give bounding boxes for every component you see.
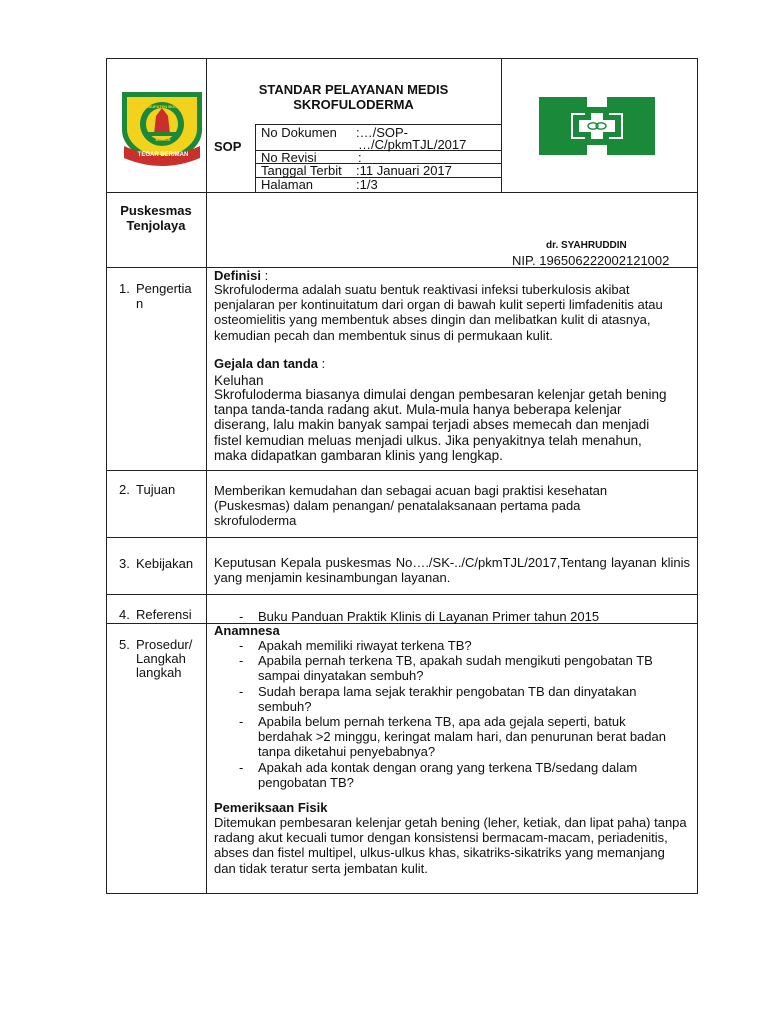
anamnesa-item: - Apabila belum pernah terkena TB, apa ada gejala seperti, batuk berdahak >2 minggu, keringat malam hari, dan penurunan berat badan tanpa diketahui penyebabnya? bbox=[234, 714, 674, 760]
sop-label: SOP bbox=[214, 139, 242, 154]
section-prosedur-label-line1: Prosedur/ bbox=[136, 637, 193, 652]
section-pengertian-number: 1. bbox=[119, 281, 130, 296]
keluhan-heading: Keluhan bbox=[214, 373, 264, 388]
gejala-heading-colon: : bbox=[318, 356, 326, 371]
referensi-list bbox=[234, 609, 674, 624]
definisi-heading-text: Definisi bbox=[214, 268, 261, 283]
anamnesa-list bbox=[234, 638, 674, 790]
row-divider-header bbox=[106, 192, 697, 193]
puskesmas-cross-logo-icon bbox=[537, 95, 657, 157]
anamnesa-item: - Apakah ada kontak dengan orang yang terkena TB/sedang dalam pengobatan TB? bbox=[234, 760, 674, 790]
anamnesa-item: - Apabila pernah terkena TB, apakah sudah mengikuti pengobatan TB sampai dinyatakan sembuh? bbox=[234, 653, 674, 683]
section-prosedur-label-line3: langkah bbox=[136, 665, 182, 680]
org-name-line1: Puskesmas bbox=[120, 203, 192, 218]
anamnesa-item: - Sudah berapa lama sejak terakhir pengobatan TB dan dinyatakan sembuh? bbox=[234, 684, 674, 714]
org-name-line2: Tenjolaya bbox=[126, 218, 186, 233]
tujuan-text: Memberikan kemudahan dan sebagai acuan bagi praktisi kesehatan (Puskesmas) dalam penangan/ penatalaksanaan pertama pada skrofuloderma bbox=[214, 483, 608, 529]
definisi-heading-colon: : bbox=[260, 268, 269, 283]
document-title-line2: SKROFULODERMA bbox=[293, 97, 414, 112]
logo-inner-text: BOGOR bbox=[155, 137, 171, 142]
keluhan-text: Skrofuloderma biasanya dimulai dengan pembesaran kelenjar getah bening tanpa tanda-tanda radang akut. Mula-mula hanya beberapa kelenjar diserang, lalu makin banyak sampai terjadi abses memecah dan menjadi fistel kemudian meluas menjadi ulkus. Jika penyakitnya telah menahun, maka didapatkan gambaran klinis yang lengkap. bbox=[214, 387, 667, 463]
meta-no-dokumen-value-line2: …/C/pkmTJL/2017 bbox=[358, 137, 467, 152]
section-tujuan-label: Tujuan bbox=[136, 482, 176, 497]
meta-tanggal-terbit-value: :11 Januari 2017 bbox=[356, 163, 452, 178]
meta-tanggal-terbit-label: Tanggal Terbit bbox=[261, 163, 342, 178]
row-divider-tujuan bbox=[106, 537, 697, 538]
column-divider-label bbox=[206, 58, 207, 894]
definisi-heading bbox=[214, 268, 268, 283]
section-tujuan-number: 2. bbox=[119, 482, 130, 497]
signer-name: dr. SYAHRUDDIN bbox=[546, 240, 627, 251]
table-border-left bbox=[106, 58, 107, 894]
column-divider-logo-right bbox=[501, 58, 502, 192]
gejala-heading bbox=[214, 356, 325, 371]
definisi-text: Skrofuloderma adalah suatu bentuk reaktivasi infeksi tuberkulosis akibat penjalaran per kontinuitatum dari organ di bawah kulit seperti limfadenitis atau osteomielitis yang membentuk abses dingin dan melibatkan kulit di atasnya, kemudian pecah dan membentuk sinus di permukaan kulit. bbox=[214, 282, 663, 343]
section-pengertian-label-line2: n bbox=[136, 296, 144, 311]
logo-ring-text: KABUPATEN BOGOR bbox=[142, 104, 184, 109]
referensi-item: - Buku Panduan Praktik Klinis di Layanan Primer tahun 2015 bbox=[234, 609, 674, 624]
meta-no-dokumen-value-line1: :…/SOP- bbox=[356, 125, 409, 140]
row-divider-pengertian bbox=[106, 470, 697, 471]
kabupaten-bogor-logo bbox=[118, 88, 208, 174]
section-kebijakan-number: 3. bbox=[119, 556, 130, 571]
row-divider-kebijakan bbox=[106, 594, 697, 595]
section-prosedur-label-line2: Langkah bbox=[136, 651, 186, 666]
column-divider-sop bbox=[255, 124, 256, 192]
section-prosedur-number: 5. bbox=[119, 637, 130, 652]
meta-no-dokumen-label: No Dokumen bbox=[261, 125, 337, 140]
logo-banner-text: TEGAR BERIMAN bbox=[137, 152, 189, 158]
pemeriksaan-fisik-heading: Pemeriksaan Fisik bbox=[214, 800, 328, 815]
document-title-line1: STANDAR PELAYANAN MEDIS bbox=[258, 82, 449, 97]
section-referensi-label: Referensi bbox=[136, 607, 192, 622]
signer-nip: NIP. 196506222002121002 bbox=[512, 253, 670, 268]
section-kebijakan-label: Kebijakan bbox=[136, 556, 194, 571]
meta-halaman-label: Halaman bbox=[261, 177, 314, 192]
puskesmas-logo bbox=[537, 95, 657, 157]
table-border-top bbox=[106, 58, 697, 59]
anamnesa-heading: Anamnesa bbox=[214, 623, 280, 638]
pemeriksaan-fisik-text: Ditemukan pembesaran kelenjar getah bening (leher, ketiak, dan lipat paha) tanpa radang akut kecuali tumor dengan konsistensi bermacam-macam, periadenitis, abses dan fistel multipel, ulkus-ulkus khas, sikatriks-sikatriks yang memanjang dan tidak teratur serta jembatan kulit. bbox=[214, 815, 687, 876]
section-referensi-number: 4. bbox=[119, 607, 130, 622]
bogor-crest-icon bbox=[118, 88, 208, 174]
kebijakan-text: Keputusan Kepala puskesmas No…./SK-../C/pkmTJL/2017,Tentang layanan klinis yang menjamin kesinambungan layanan. bbox=[214, 555, 690, 586]
table-border-right bbox=[697, 58, 698, 894]
meta-no-revisi-label: No Revisi bbox=[261, 150, 317, 165]
meta-halaman-value: :1/3 bbox=[356, 177, 378, 192]
anamnesa-item: - Apakah memiliki riwayat terkena TB? bbox=[234, 638, 674, 653]
gejala-heading-text: Gejala dan tanda bbox=[214, 356, 319, 371]
section-pengertian-label-line1: Pengertia bbox=[136, 281, 192, 296]
meta-no-revisi-value: : bbox=[358, 150, 362, 165]
table-border-bottom bbox=[106, 893, 697, 894]
